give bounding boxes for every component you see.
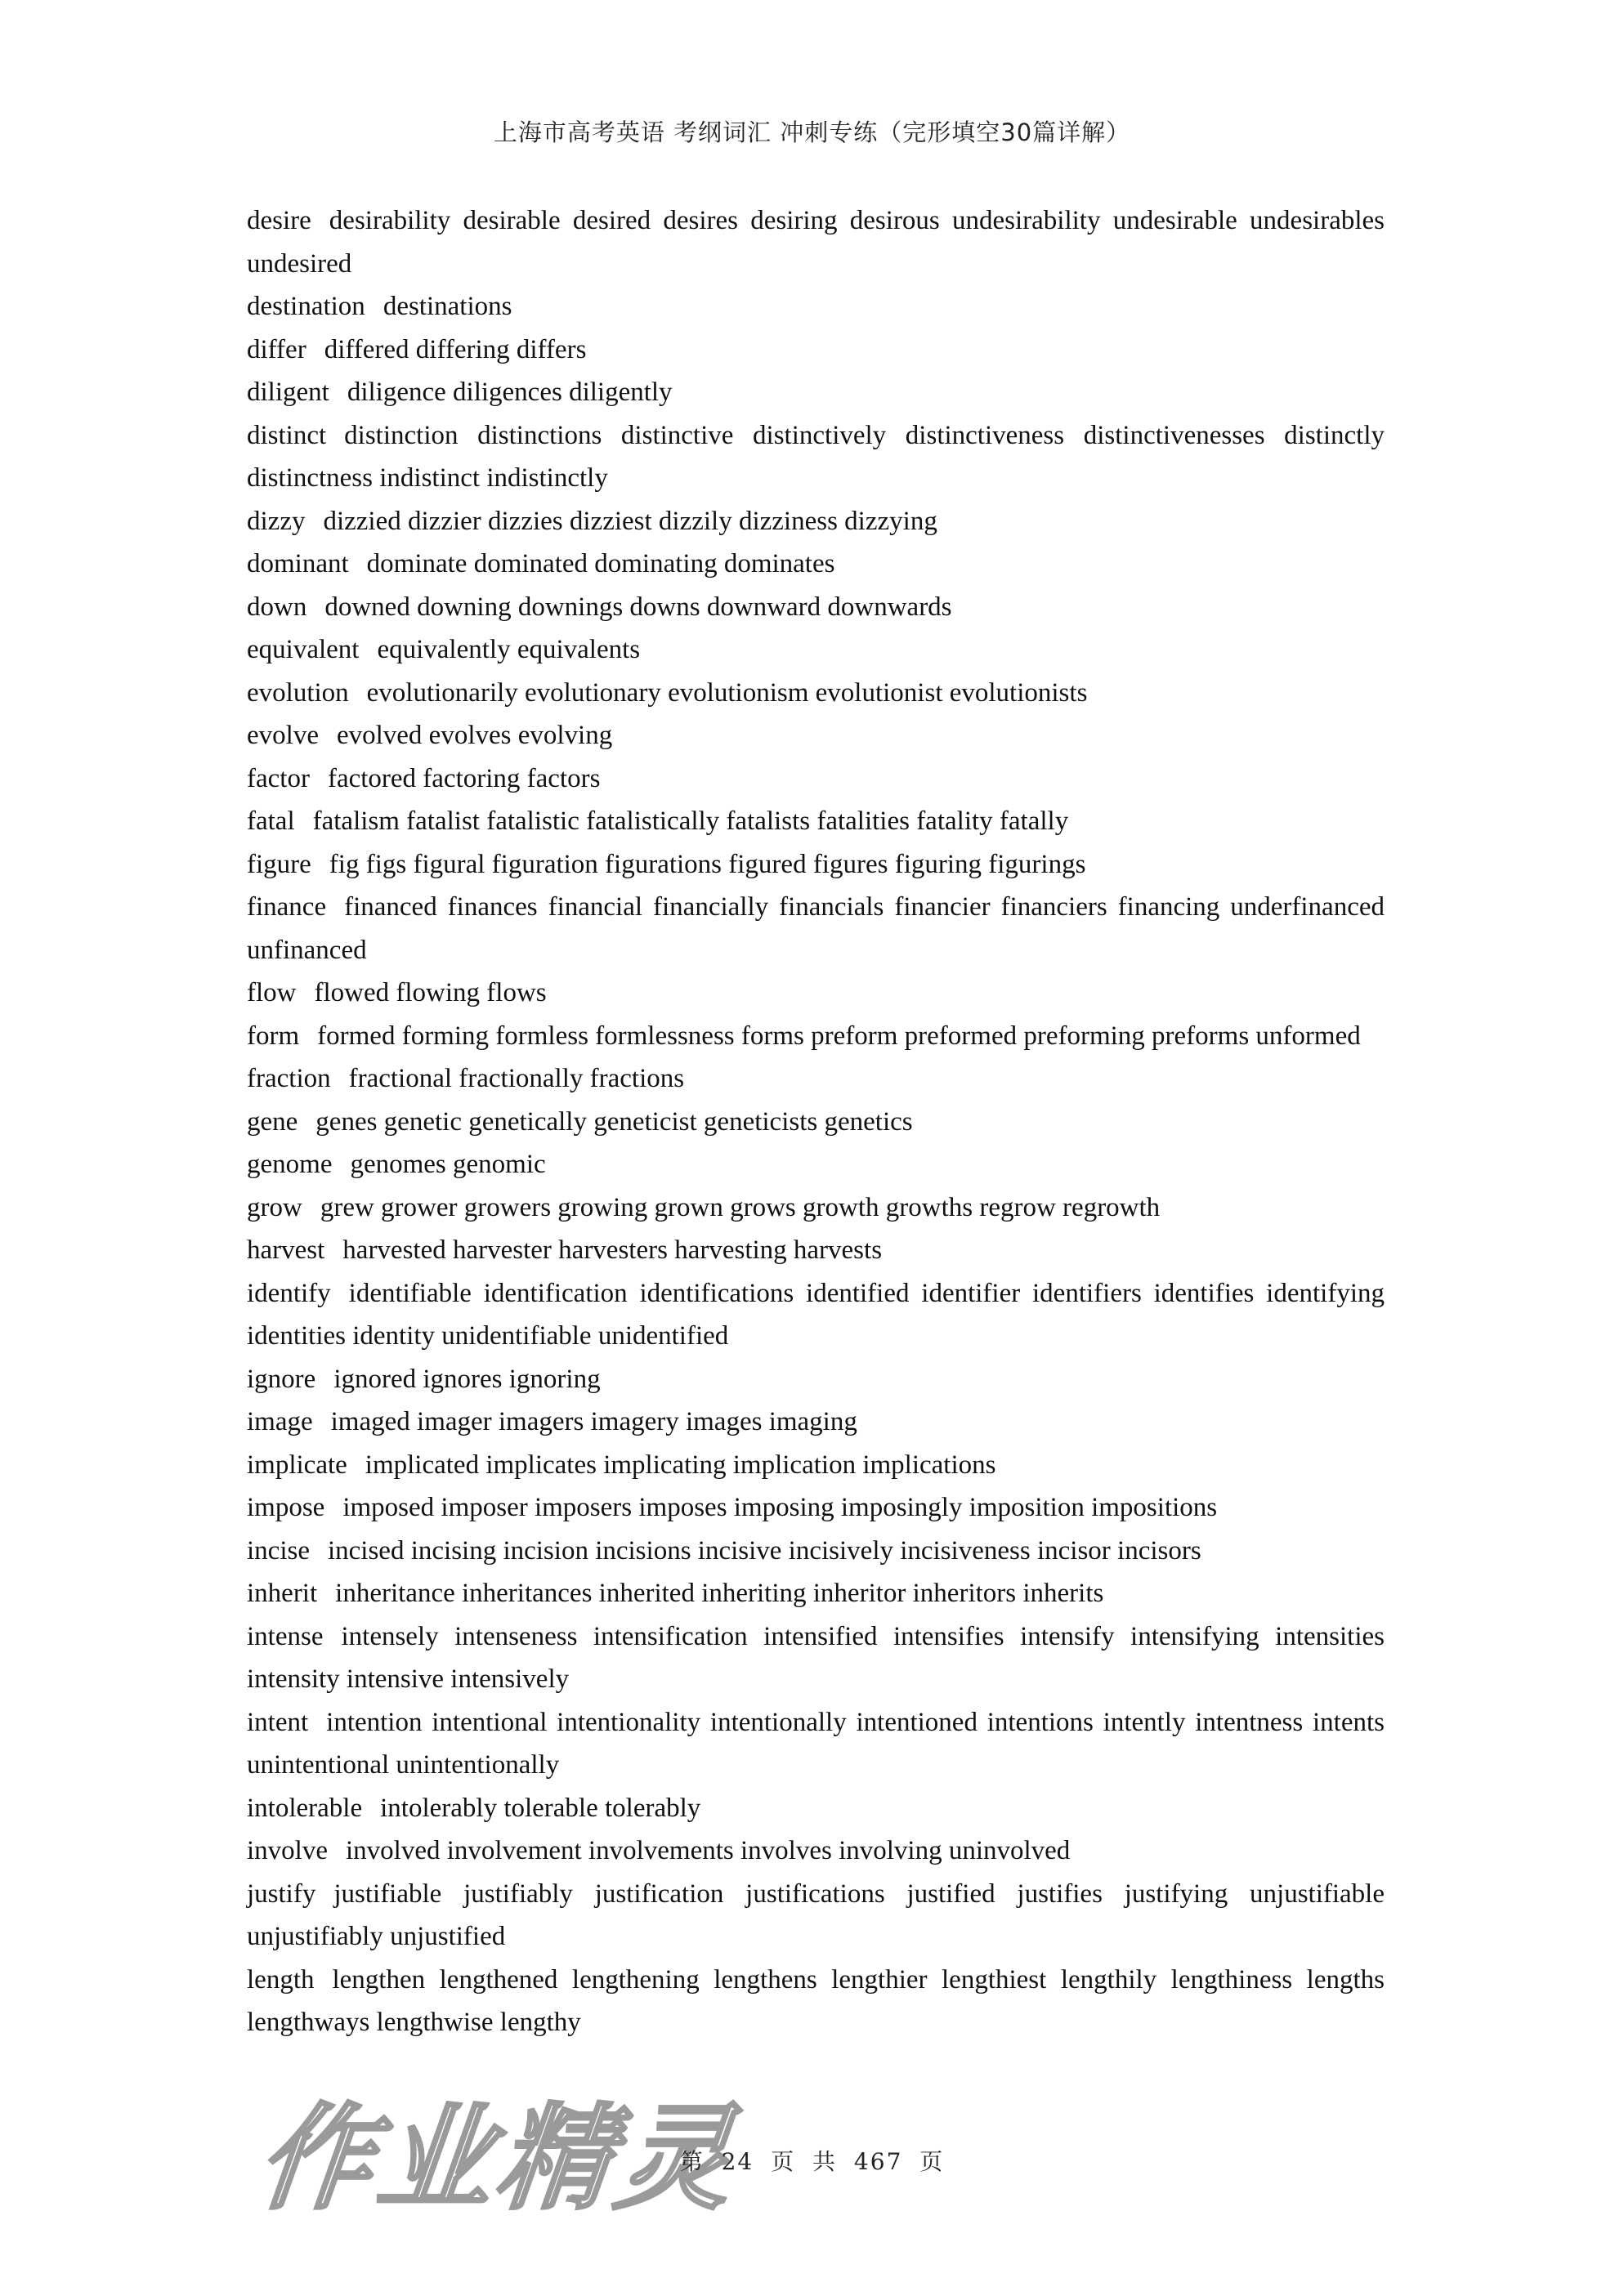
word-entry xyxy=(247,1615,1385,1701)
word-forms: fractional fractionally fractions xyxy=(348,1064,685,1093)
word-entry xyxy=(247,886,1385,972)
headword: intense xyxy=(247,1621,324,1651)
word-forms: identifiable identification identifications identified identifier identifiers identifies identifying identities identity unidentifiable unidentified xyxy=(247,1278,1385,1351)
word-forms: desirability desirable desired desires desiring desirous undesirability undesirable undesirables undesired xyxy=(247,206,1385,279)
word-forms: intensely intenseness intensification intensified intensifies intensify intensifying intensities intensity intensive intensively xyxy=(247,1621,1385,1694)
word-forms: lengthen lengthened lengthening lengthens lengthier lengthiest lengthily lengthiness lengths lengthways lengthwise lengthy xyxy=(247,1964,1385,2037)
word-entry xyxy=(247,1572,1385,1615)
word-entry xyxy=(247,414,1385,500)
headword: diligent xyxy=(247,377,329,407)
word-forms: dominate dominated dominating dominates xyxy=(366,549,835,578)
headword: implicate xyxy=(247,1450,347,1480)
word-entry xyxy=(247,500,1385,543)
word-forms: destinations xyxy=(383,292,512,321)
word-forms: harvested harvester harvesters harvesting harvests xyxy=(342,1235,883,1265)
headword: evolution xyxy=(247,677,349,708)
word-forms: grew grower growers growing grown grows growth growths regrow regrowth xyxy=(320,1192,1161,1222)
word-entry xyxy=(247,1486,1385,1530)
headword: identify xyxy=(247,1278,331,1308)
page-header: 上海市高考英语 考纲词汇 冲刺专练（完形填空30篇详解） xyxy=(493,118,1131,146)
page-footer: 第 24 页 共 467 页 xyxy=(679,2148,945,2175)
word-forms: differed differing differs xyxy=(324,334,587,364)
headword: harvest xyxy=(247,1235,325,1265)
word-entry xyxy=(247,1186,1385,1230)
word-entry xyxy=(247,1101,1385,1144)
word-entry xyxy=(247,1229,1385,1272)
word-entry xyxy=(247,543,1385,586)
word-entry xyxy=(247,371,1385,414)
headword: ignore xyxy=(247,1364,316,1394)
headword: equivalent xyxy=(247,635,360,664)
word-forms: downed downing downings downs downward downwards xyxy=(324,592,952,622)
headword: desire xyxy=(247,206,311,235)
word-forms: equivalently equivalents xyxy=(377,635,641,664)
headword: evolve xyxy=(247,721,319,750)
word-forms: formed forming formless formlessness forms preform preformed preforming preforms unformed xyxy=(317,1021,1361,1051)
word-entry xyxy=(247,1873,1385,1959)
headword: genome xyxy=(247,1150,333,1179)
headword: image xyxy=(247,1407,313,1436)
headword: destination xyxy=(247,292,365,321)
word-forms: financed finances financial financially financials financier financiers financing underfinanced unfinanced xyxy=(247,892,1385,965)
word-forms: imposed imposer imposers imposes imposing imposingly imposition impositions xyxy=(342,1493,1218,1522)
word-entry xyxy=(247,1959,1385,2044)
headword: fraction xyxy=(247,1064,331,1093)
word-entry xyxy=(247,1530,1385,1573)
word-entry xyxy=(247,800,1385,843)
word-entry xyxy=(247,1272,1385,1358)
headword: flow xyxy=(247,978,297,1007)
word-forms: distinction distinctions distinctive distinctively distinctiveness distinctivenesses distinctly distinctness indistinct indistinctly xyxy=(247,420,1385,493)
word-entry xyxy=(247,843,1385,887)
headword: differ xyxy=(247,334,306,364)
word-entry xyxy=(247,1143,1385,1186)
word-forms: implicated implicates implicating implication implications xyxy=(365,1450,996,1480)
headword: grow xyxy=(247,1192,302,1222)
word-entry xyxy=(247,672,1385,715)
word-forms: imaged imager imagers imagery images imaging xyxy=(330,1407,857,1436)
word-entry xyxy=(247,1015,1385,1058)
word-entry xyxy=(247,1829,1385,1873)
word-entry xyxy=(247,1358,1385,1401)
headword: justify xyxy=(247,1878,316,1909)
headword: inherit xyxy=(247,1579,318,1608)
headword: factor xyxy=(247,763,310,793)
headword: incise xyxy=(247,1535,310,1566)
word-entry xyxy=(247,714,1385,757)
word-forms: diligence diligences diligently xyxy=(347,377,673,407)
word-forms: evolved evolves evolving xyxy=(336,721,613,750)
word-forms: genes genetic genetically geneticist geneticists genetics xyxy=(315,1106,913,1137)
word-forms: flowed flowing flows xyxy=(314,978,547,1007)
headword: distinct xyxy=(247,420,327,450)
word-entry xyxy=(247,757,1385,801)
headword: length xyxy=(247,1964,315,1994)
word-forms: fatalism fatalist fatalistic fatalistically fatalists fatalities fatality fatally xyxy=(312,806,1069,836)
word-entry xyxy=(247,972,1385,1015)
word-forms: involved involvement involvements involves involving uninvolved xyxy=(345,1836,1071,1865)
word-entry xyxy=(247,1701,1385,1787)
headword: form xyxy=(247,1021,300,1051)
headword: figure xyxy=(247,849,311,879)
headword: dizzy xyxy=(247,506,306,536)
word-entry xyxy=(247,199,1385,285)
word-forms: factored factoring factors xyxy=(327,763,601,793)
word-forms: justifiable justifiably justification justifications justified justifies justifying unjustifiable unjustifiably unjustified xyxy=(247,1878,1385,1951)
word-entry xyxy=(247,628,1385,672)
word-forms: genomes genomic xyxy=(350,1150,546,1179)
headword: intent xyxy=(247,1707,309,1737)
headword: finance xyxy=(247,892,327,922)
headword: down xyxy=(247,592,307,622)
headword: intolerable xyxy=(247,1793,363,1823)
word-forms: ignored ignores ignoring xyxy=(333,1364,601,1394)
word-entry xyxy=(247,1057,1385,1101)
word-forms: intolerably tolerable tolerably xyxy=(380,1793,701,1823)
word-forms: incised incising incision incisions incisive incisively incisiveness incisor incisors xyxy=(327,1535,1201,1566)
word-forms: evolutionarily evolutionary evolutionism evolutionist evolutionists xyxy=(366,677,1088,708)
word-forms: inheritance inheritances inherited inheriting inheritor inheritors inherits xyxy=(335,1579,1104,1608)
headword: impose xyxy=(247,1493,325,1522)
word-entry xyxy=(247,1444,1385,1487)
word-entry xyxy=(247,586,1385,629)
word-entry xyxy=(247,285,1385,328)
headword: gene xyxy=(247,1106,298,1137)
word-forms: fig figs figural figuration figurations figured figures figuring figurings xyxy=(329,849,1086,879)
word-forms: intention intentional intentionality intentionally intentioned intentions intently intentness intents unintentional unintentionally xyxy=(247,1707,1385,1780)
headword: dominant xyxy=(247,549,349,578)
headword: involve xyxy=(247,1836,328,1865)
word-entry xyxy=(247,1400,1385,1444)
watermark-logo: 作业精灵 xyxy=(252,2093,744,2226)
word-list xyxy=(247,199,1385,2044)
headword: fatal xyxy=(247,806,295,836)
word-forms: dizzied dizzier dizzies dizziest dizzily dizziness dizzying xyxy=(323,506,937,536)
word-entry xyxy=(247,1787,1385,1830)
word-entry xyxy=(247,328,1385,372)
